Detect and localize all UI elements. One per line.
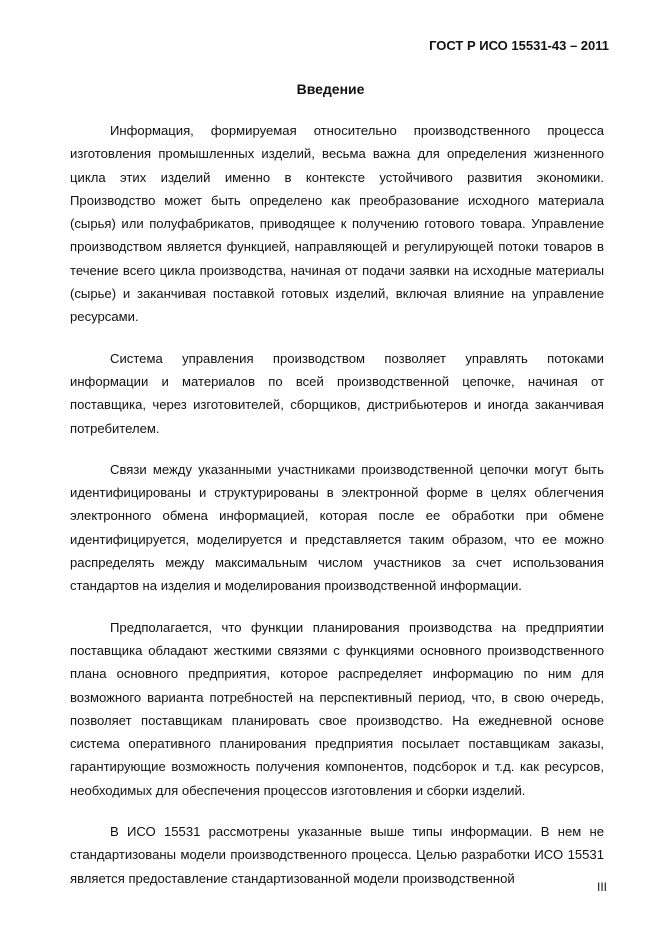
paragraph: В ИСО 15531 рассмотрены указанные выше типы информации. В нем не стандартизованы модели производственного процесса. Целью разработки ИСО 15531 является предоставление стандартизованной модели производственной: [70, 824, 604, 886]
paragraph: Система управления производством позволяет управлять потоками информации и материалов по всей производственной цепочке, начиная от поставщика, через изготовителей, сборщиков, дистрибьютеров и иногда заканчивая потребителем.: [70, 350, 604, 436]
paragraph: Связи между указанными участниками производственной цепочки могут быть идентифицированы и структурированы в электронной форме в целях облегчения электронного обмена информацией, которая после ее обработки при обмене идентифицируется, моделируется и представляется таким образом, что ее можно распределять между максимальным числом участников за счет использования стандартов на изделия и моделирования производственной информации.: [70, 461, 604, 594]
page-title: Введение: [296, 81, 365, 97]
paragraph: Предполагается, что функции планирования производства на предприятии поставщика обладают жесткими связями с функциями основного производственного плана основного предприятия, которое распределяет информацию по ним для возможного варианта потребностей на перспективный период, что, в свою очередь, позволяет поставщикам планировать свое производство. На ежедневной основе система оперативного планирования предприятия посылает поставщикам заказы, гарантирующие возможность получения компонентов, подсборок и т.д. как ресурсов, необходимых для обеспечения процессов изготовления и сборки изделий.: [70, 619, 604, 798]
body-text: [70, 119, 604, 908]
paragraph: Информация, формируемая относительно производственного процесса изготовления промышленных изделий, весьма важна для определения жизненного цикла этих изделий именно в контексте устойчивого развития экономики. Производство может быть определено как преобразование исходного материала (сырья) или полуфабрикатов, приводящее к получению готового товара. Управление производством является функцией, направляющей и регулирующей потоки товаров в течение всего цикла производства, начиная от подачи заявки на исходные материалы (сырье) и заканчивая поставкой готовых изделий, включая влияние на управление ресурсами.: [70, 123, 604, 325]
page-number: III: [596, 880, 607, 894]
document-number: ГОСТ Р ИСО 15531-43 – 2011: [429, 38, 609, 53]
